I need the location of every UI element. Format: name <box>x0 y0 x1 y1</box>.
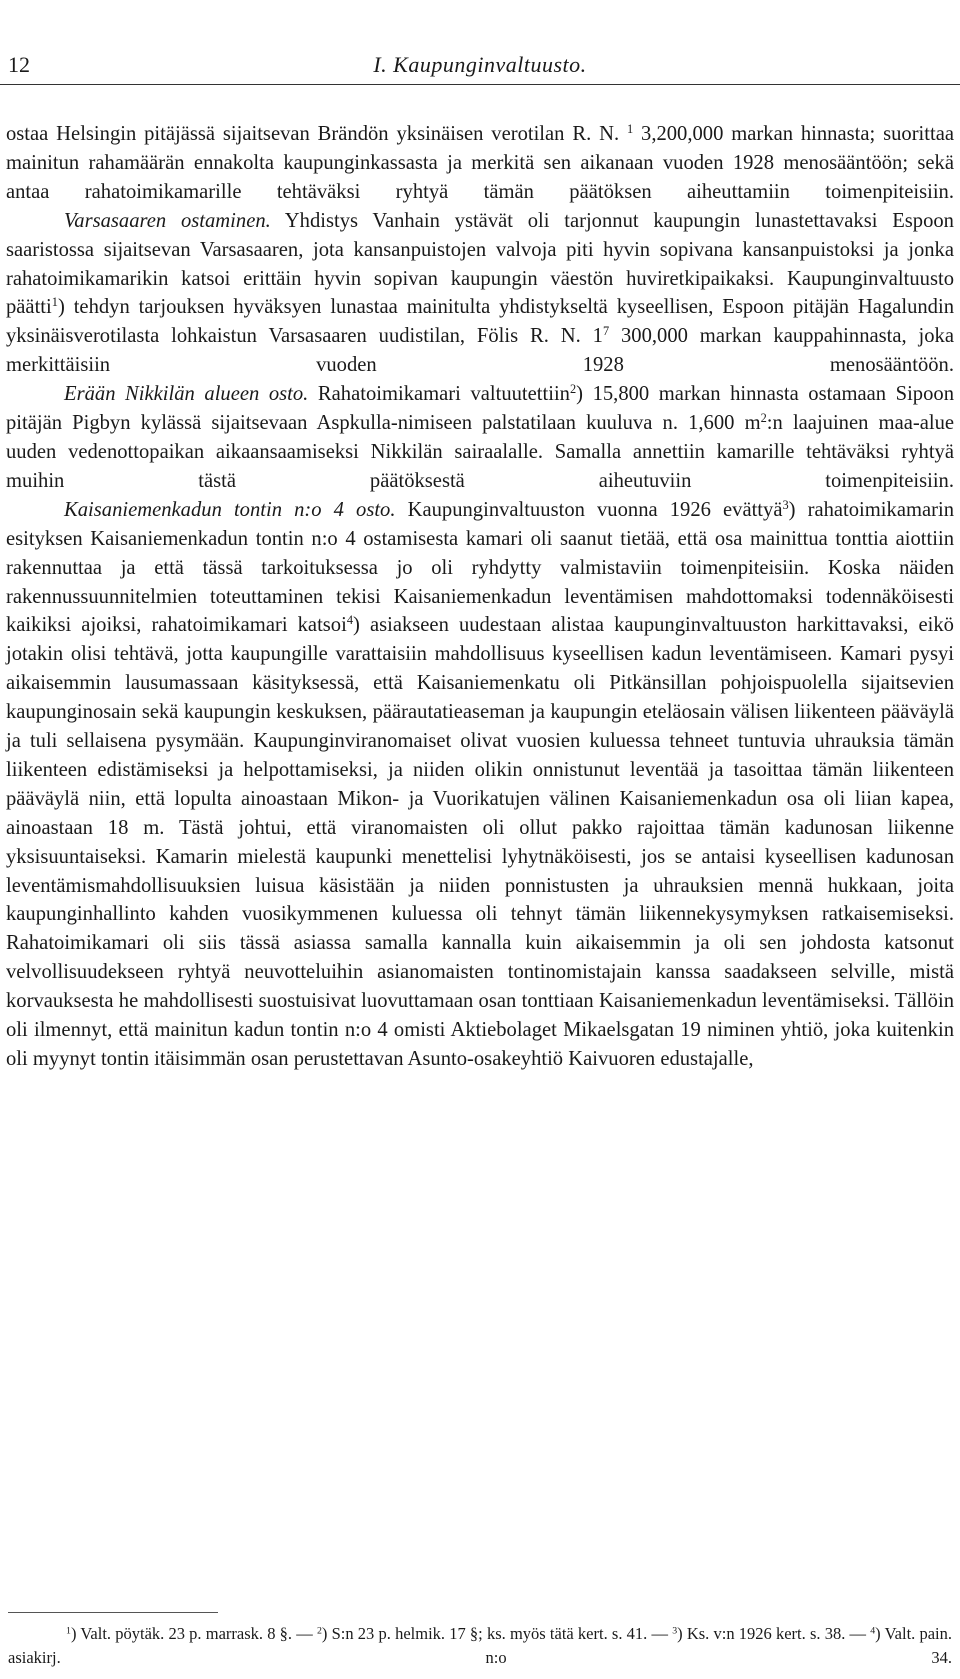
section-heading-kaisaniemenkatu: Kaisaniemenkadun tontin n:o 4 osto. <box>64 498 396 521</box>
footnote-block <box>8 1622 952 1670</box>
paragraph-text: ostaa Helsingin pitäjässä sijaitsevan Brändön yksinäisen verotilan R. N. <box>6 123 627 145</box>
section-heading-varsasaari: Varsasaaren ostaminen. <box>64 209 271 232</box>
footnote-mark: 1 <box>66 1625 71 1637</box>
superscript: 7 <box>602 324 610 339</box>
footnote-ref: 3 <box>782 497 789 512</box>
paragraph-text-cont: ) 15,800 markan hinnasta ostamaan Sipoon pitäjän Pigbyn kylässä sijaitsevaan Aspkulla-nimiseen palstatilaan kuuluva n. 1,600 m <box>6 383 954 435</box>
footnote-2: ) S:n 23 p. helmik. 17 §; ks. myös tätä kert. s. 41. — <box>321 1624 673 1643</box>
footnotes <box>8 1622 952 1670</box>
footnote-mark: 3 <box>672 1625 678 1637</box>
paragraph-text-cont: ) tehdyn tarjouksen hyväksyen lunastaa mainitulta yhdistykseltä kyseellisen, Espoon pitäjän Hagalundin yksinäisverotilasta lohkaistun Varsasaaren uudistilan, Fölis R. N. 1 <box>6 296 954 348</box>
body-text <box>6 120 954 1074</box>
footnote-1: ) Valt. pöytäk. 23 p. marrask. 8 §. — <box>70 1624 317 1643</box>
footnote-ref: 1 <box>51 295 58 310</box>
footnote-mark: 2 <box>316 1625 322 1637</box>
paragraph-varsasaari <box>6 207 954 380</box>
page-header <box>0 52 960 82</box>
header-rule <box>0 84 960 85</box>
paragraph-text: Yhdistys Vanhain ystävät oli tarjonnut kaupungin lunastettavaksi Espoon saaristossa sijaitsevan Varsasaaren, jota kansanpuistojen valvoja piti hyvin sopivana kansanpuistoksi ja jonka rahatoimikamarikin katsoi erittäin hyvin sopivan kaupungin väestön huviretkipaikaksi. Kaupunginvaltuusto päätti <box>6 209 954 319</box>
superscript: 1 <box>626 122 634 137</box>
paragraph-text-end: 300,000 markan kauppahinnasta, joka merkittäisiin vuoden 1928 menosääntöön. <box>6 325 954 377</box>
footnote-3: ) Ks. v:n 1926 kert. s. 38. — <box>677 1624 871 1643</box>
paragraph-text: Rahatoimikamari valtuutettiin <box>308 383 570 406</box>
paragraph-brando-purchase <box>6 120 954 207</box>
page-number: 12 <box>8 52 30 77</box>
paragraph-text-cont: ) rahatoimikamarin esityksen Kaisaniemenkadun tontin n:o 4 ostamisesta kamari oli saanut tietää, että osa mainittua tonttia aiottiin rakennuttaa ja että tässä tarkoituksessa jo oli ryhdytty valmistaviin toimenpiteisiin. Koska näiden rakennussuunnitelmien toteuttaminen tekisi Kaisaniemenkadun leventämisen mahdottomaksi todennäköisesti kaikiksi ajoiksi, rahatoimikamari katsoi <box>6 498 954 637</box>
section-heading-nikkila: Erään Nikkilän alueen osto. <box>64 383 309 406</box>
footnote-rule <box>8 1612 218 1613</box>
footnote-ref: 2 <box>569 382 577 397</box>
running-title: I. Kaupunginvaltuusto. <box>373 52 587 77</box>
paragraph-text-end: ) asiakseen uudestaan alistaa kaupunginvaltuuston harkittavaksi, eikö jotakin olisi tehtävä, jotta kaupungille varattaisiin mahdollisuus kyseellisen kadun leventämiseen. Kamari pysyi aikaisemmin lausumassaan käsityksessä, että Kaisaniemenkatu oli Pitkänsillan pohjoispuolella sijaitsevien kaupunginosain sekä kaupungin keskuksen, päärautatieaseman ja kaupungin eteläosain välisen liikenteen pääväylä ja tuli sellaisena pysymään. Kaupunginviranomaiset olivat vuosien kuluessa tehneet tuntuvia uhrauksia tämän liikenteen edistämiseksi ja helpottamiseksi, ja niiden olikin onnistunut leventää ja tasoittaa tämän liikenteen pääväylä niin, että lopulta ainoastaan Mikon- ja Vuorikatujen välinen Kaisaniemenkadun osa oli liian kapea, ainoastaan 18 m. Tästä johtui, että viranomaisten oli ollut pakko rajoittaa tämän kadunosan liikenne yksisuuntaiseksi. Kamarin mielestä kaupunki menettelisi lyhytnäköisesti, jos se antaisi kyseellisen kadunosan leventämismahdollisuuksien luisua käsistään ja niiden ponnistusten ja uhrauksien mennä hukkaan, joita kaupunginhallinto kahden vuosikymmenen kuluessa oli tehnyt tämän liikennekysymyksen ratkaisemiseksi. Rahatoimikamari oli siis tässä asiassa samalla kannalla kuin aikaisemmin ja oli sen johdosta katsonut velvollisuudekseen ryhtyä neuvotteluihin asianomaisten tontinomistajain kanssa saadakseen selville, mistä korvauksesta he mahdollisesti suostuisivat luovuttamaan osan tonttiaan Kaisaniemenkadun leventämiseksi. Tällöin oli ilmennyt, että mainitun kadun tontin n:o 4 omisti Aktiebolaget Mikaelsgatan 19 niminen yhtiö, joka kuitenkin oli myynyt tontin itäisimmän osan perustettavan Asunto-osakeyhtiö Kaivuoren edustajalle, <box>6 614 954 1070</box>
paragraph-text: Kaupunginvaltuuston vuonna 1926 evättyä <box>395 498 783 521</box>
paragraph-nikkila <box>6 380 954 496</box>
footnote-mark: 4 <box>870 1625 876 1637</box>
footnote-ref: 4 <box>346 613 354 628</box>
paragraph-kaisaniemenkatu <box>6 496 954 1074</box>
superscript: 2 <box>760 411 767 426</box>
paragraph-text-cont: 3,200,000 markan hinnasta; suorittaa mainitun rahamäärän ennakolta kaupunginkassasta ja merkitä sen aikanaan vuoden 1928 menosääntöön; sekä antaa rahatoimikamarille tehtäväksi ryhtyä tämän päätöksen aiheuttamiin toimenpiteisiin. <box>6 123 954 203</box>
footnote-4: ) Valt. pain. asiakirj. n:o 34. <box>8 1624 953 1667</box>
paragraph-text-end: :n laajuinen maa-alue uuden vedenottopaikan aikaansaamiseksi Nikkilän sairaalalle. Samalla annettiin kamarille tehtäväksi ryhtyä muihin tästä päätöksestä aiheutuviin toimenpiteisiin. <box>6 412 955 492</box>
